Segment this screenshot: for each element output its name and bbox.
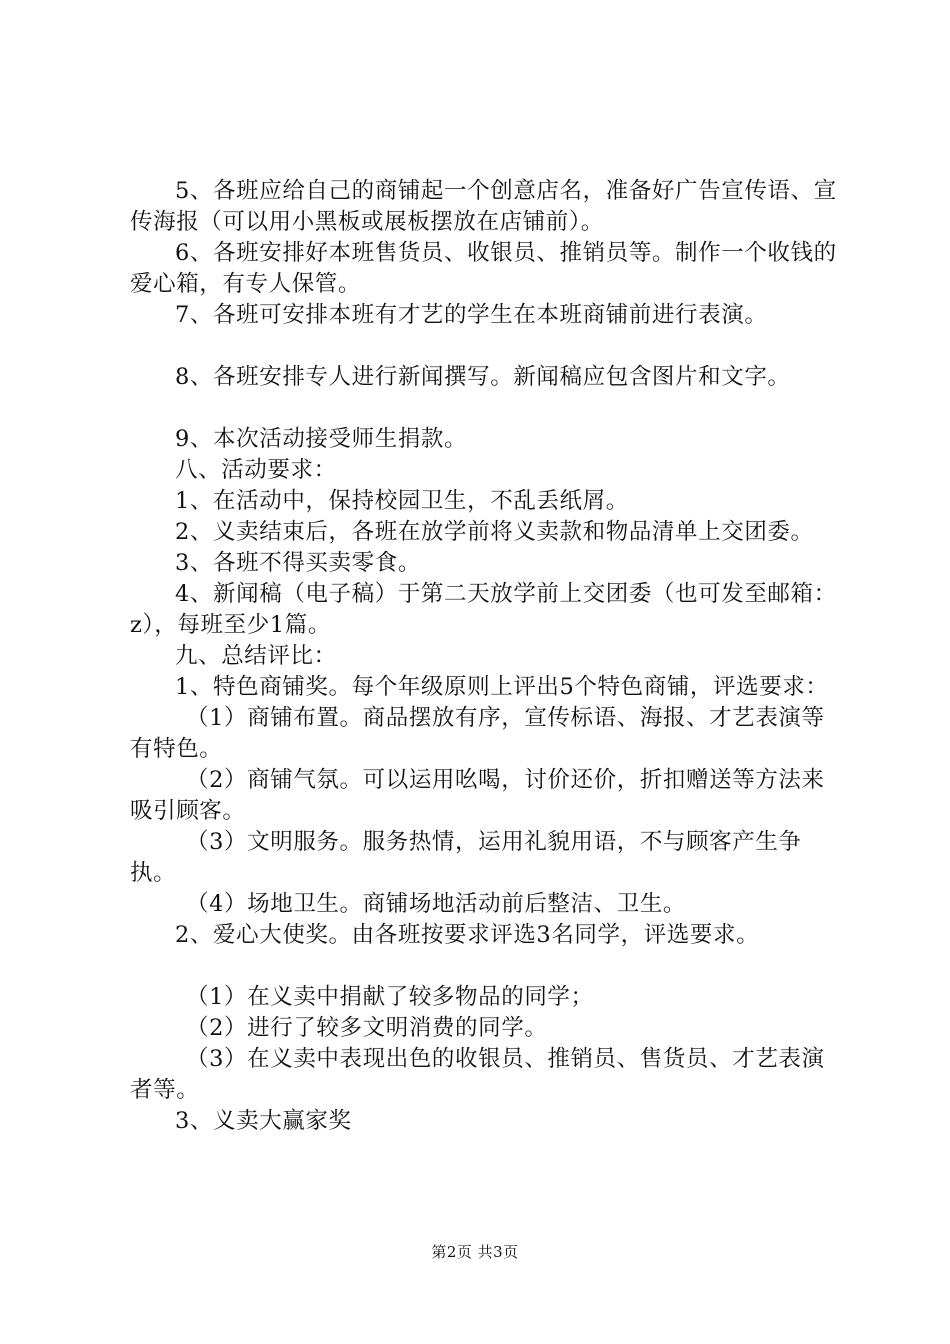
requirement-item-2: 2、义卖结束后，各班在放学前将义卖款和物品清单上交团委。 bbox=[175, 519, 814, 545]
section-heading-requirements: 八、活动要求： bbox=[175, 457, 337, 483]
paragraph-item-7: 7、各班可安排本班有才艺的学生在本班商铺前进行表演。 bbox=[175, 302, 768, 328]
paragraph-item-6: 6、各班安排好本班售货员、收银员、推销员等。制作一个收钱的爱心箱，有专人保管。 bbox=[130, 240, 837, 297]
award-1-criterion-4: （4）场地卫生。商铺场地活动前后整洁、卫生。 bbox=[186, 891, 687, 917]
section-heading-evaluation: 九、总结评比： bbox=[175, 643, 337, 669]
award-1-criterion-2: （2）商铺气氛。可以运用吆喝，讨价还价，折扣赠送等方法来吸引顾客。 bbox=[130, 767, 825, 824]
award-item-3: 3、义卖大赢家奖 bbox=[175, 1108, 352, 1134]
page-footer bbox=[0, 1242, 950, 1262]
document-body bbox=[130, 176, 845, 1137]
award-1-criterion-3: （3）文明服务。服务热情，运用礼貌用语，不与顾客产生争执。 bbox=[130, 829, 802, 886]
paragraph-item-5: 5、各班应给自己的商铺起一个创意店名，准备好广告宣传语、宣传海报（可以用小黑板或展板摆放在店铺前）。 bbox=[130, 178, 837, 235]
award-2-criterion-3: （3）在义卖中表现出色的收银员、推销员、售货员、才艺表演者等。 bbox=[130, 1046, 825, 1103]
award-item-1: 1、特色商铺奖。每个年级原则上评出5个特色商铺，评选要求： bbox=[175, 674, 829, 700]
award-2-criterion-2: （2）进行了较多文明消费的同学。 bbox=[186, 1015, 548, 1041]
award-2-criterion-1: （1）在义卖中捐献了较多物品的同学； bbox=[186, 984, 594, 1010]
paragraph-item-9: 9、本次活动接受师生捐款。 bbox=[175, 426, 468, 452]
page-number-label: 第2页 共3页 bbox=[431, 1243, 519, 1261]
requirement-item-1: 1、在活动中，保持校园卫生，不乱丢纸屑。 bbox=[175, 488, 629, 514]
award-1-criterion-1: （1）商铺布置。商品摆放有序，宣传标语、海报、才艺表演等有特色。 bbox=[130, 705, 825, 762]
requirement-item-3: 3、各班不得买卖零食。 bbox=[175, 550, 421, 576]
paragraph-item-8: 8、各班安排专人进行新闻撰写。新闻稿应包含图片和文字。 bbox=[175, 364, 791, 390]
award-item-2: 2、爱心大使奖。由各班按要求评选3名同学，评选要求。 bbox=[175, 922, 760, 948]
requirement-item-4: 4、新闻稿（电子稿）于第二天放学前上交团委（也可发至邮箱：z），每班至少1篇。 bbox=[130, 581, 837, 638]
